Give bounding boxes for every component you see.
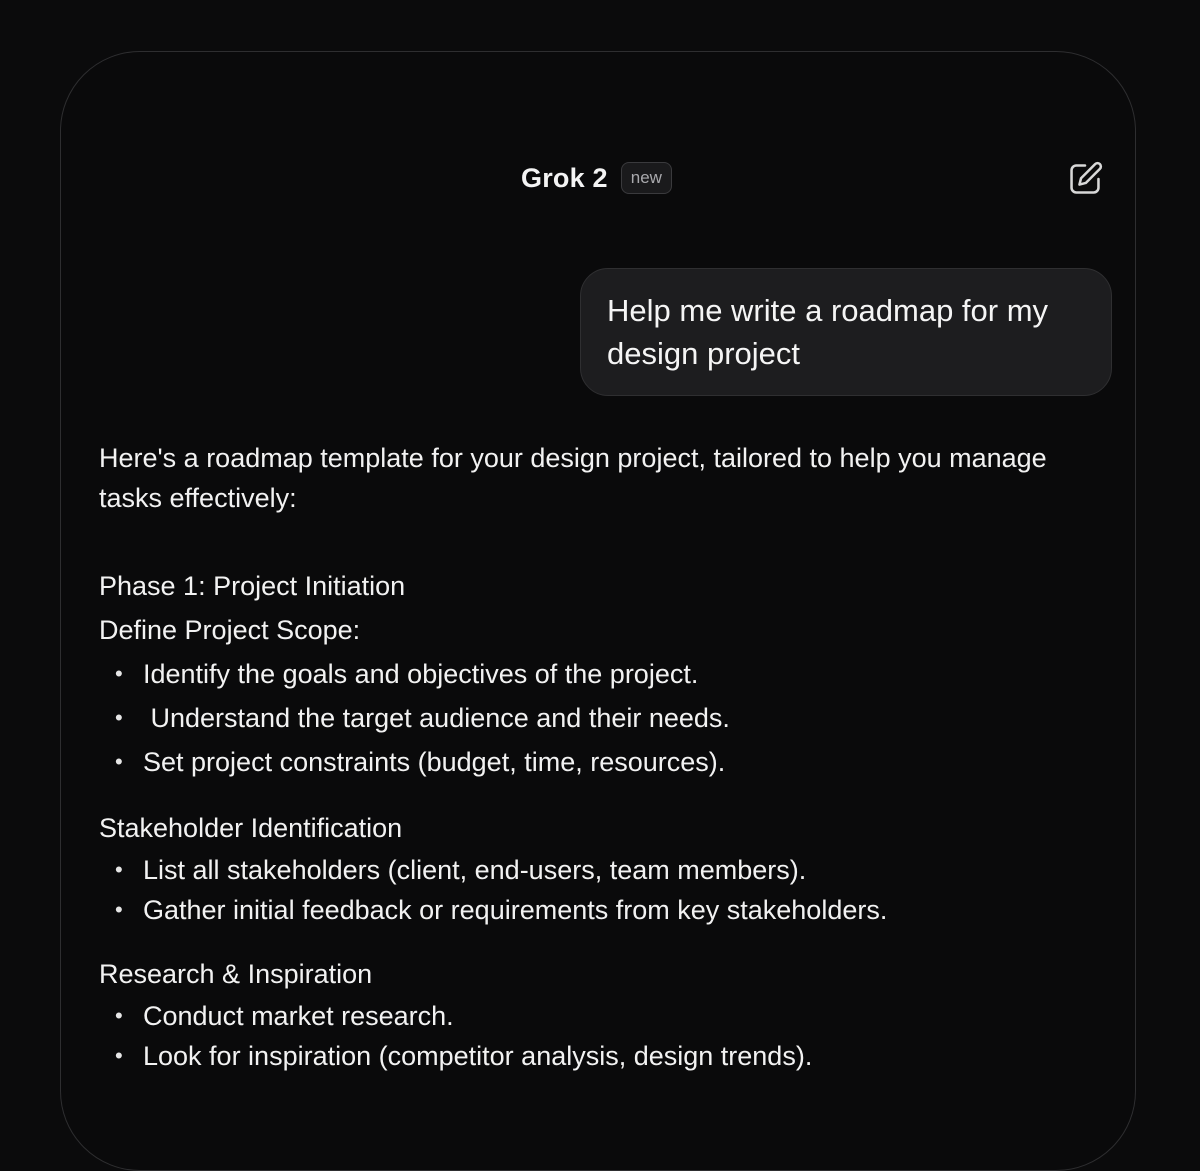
list-item: • Conduct market research. [113,996,1079,1036]
model-selector[interactable] [521,162,672,194]
list-item: • List all stakeholders (client, end-users, team members). [113,850,1079,890]
chat-header [61,156,1135,204]
new-badge: new [621,162,672,194]
section-title: Research & Inspiration [99,959,373,989]
edit-square-icon [1066,160,1104,198]
list-item: • Understand the target audience and their needs. [113,696,1079,740]
section-research [99,952,1079,1076]
list-item: • Look for inspiration (competitor analysis, design trends). [113,1036,1079,1076]
assistant-response [99,438,1079,1076]
user-message-bubble: Help me write a roadmap for my design project [580,268,1112,396]
model-title: Grok 2 [521,162,608,193]
app-window [60,51,1136,1171]
section-title: Define Project Scope: [99,615,361,645]
bullet-list [99,850,1079,930]
new-chat-button[interactable] [1064,158,1106,200]
list-item: • Identify the goals and objectives of the project. [113,652,1079,696]
list-item: • Gather initial feedback or requirements from key stakeholders. [113,890,1079,930]
section-title: Stakeholder Identification [99,813,403,843]
list-item: • Set project constraints (budget, time, resources). [113,740,1079,784]
section-define-scope [99,608,1079,784]
section-stakeholders [99,806,1079,930]
bullet-list [99,996,1079,1076]
response-intro: Here's a roadmap template for your design project, tailored to help you manage tasks effectively: [99,443,1047,513]
phase-title: Phase 1: Project Initiation [99,571,406,601]
bullet-list [99,652,1079,784]
